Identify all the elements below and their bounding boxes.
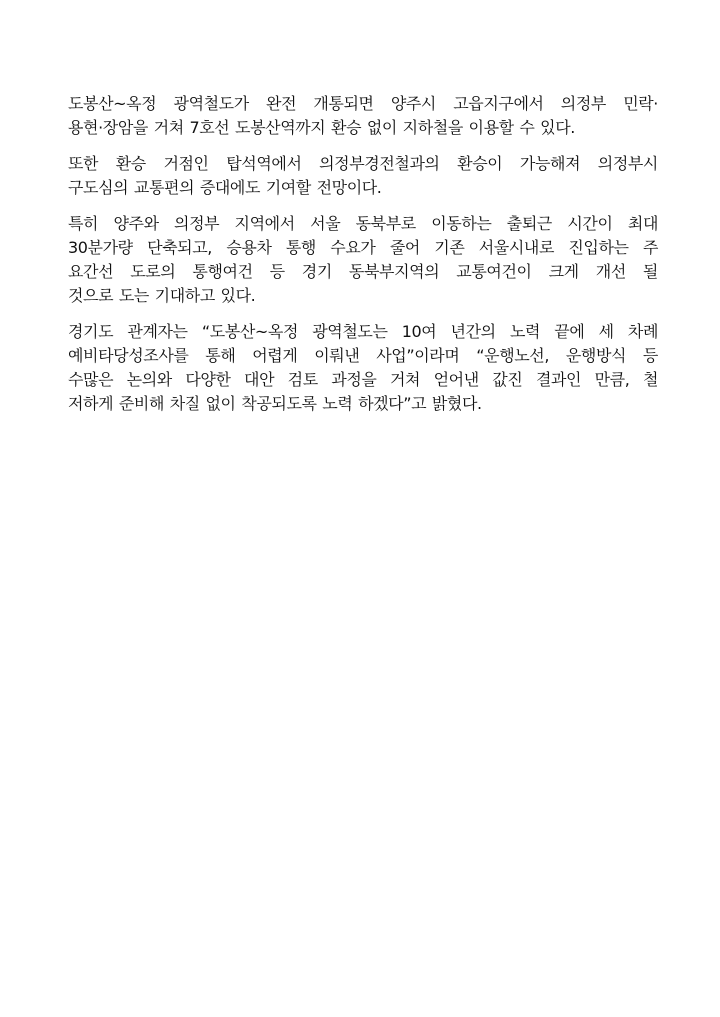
- paragraph-line: 예비타당성조사를 통해 어렵게 이뤄낸 사업”이라며 “운행노선, 운행방식 등: [68, 346, 658, 365]
- paragraph-line: 용현·장암을 거쳐 7호선 도봉산역까지 환승 없이 지하철을 이용할 수 있다.: [68, 118, 575, 137]
- paragraph-line: 경기도 관계자는 “도봉산~옥정 광역철도는 10여 년간의 노력 끝에 세 차례: [68, 322, 658, 341]
- document-page: [68, 92, 658, 428]
- paragraph-line: 저하게 준비해 차질 없이 착공되도록 노력 하겠다”고 밝혔다.: [68, 394, 482, 413]
- paragraph-line: 특히 양주와 의정부 지역에서 서울 동북부로 이동하는 출퇴근 시간이 최대: [68, 214, 658, 233]
- paragraph-line: 수많은 논의와 다양한 대안 검토 과정을 거쳐 얻어낸 값진 결과인 만큼, 철: [68, 370, 658, 389]
- paragraph-1: [68, 92, 658, 140]
- paragraph-4: [68, 320, 658, 416]
- paragraph-line: 구도심의 교통편의 증대에도 기여할 전망이다.: [68, 178, 382, 197]
- paragraph-line: 30분가량 단축되고, 승용차 통행 수요가 줄어 기존 서울시내로 진입하는 주: [68, 238, 658, 257]
- paragraph-2: [68, 152, 658, 200]
- paragraph-3: [68, 212, 658, 308]
- paragraph-line: 요간선 도로의 통행여건 등 경기 동북부지역의 교통여건이 크게 개선 될: [68, 262, 658, 281]
- paragraph-line: 도봉산~옥정 광역철도가 완전 개통되면 양주시 고읍지구에서 의정부 민락·: [68, 94, 658, 113]
- paragraph-line: 또한 환승 거점인 탑석역에서 의정부경전철과의 환승이 가능해져 의정부시: [68, 154, 658, 173]
- paragraph-line: 것으로 도는 기대하고 있다.: [68, 286, 256, 305]
